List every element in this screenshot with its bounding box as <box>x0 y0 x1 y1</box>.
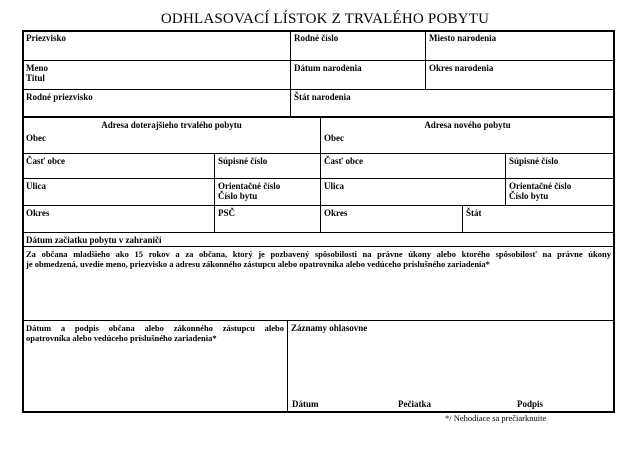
new-orientation-number-field <box>505 178 615 206</box>
academic-title-label: Titul <box>26 73 45 83</box>
form-title: ODHLASOVACÍ LÍSTOK Z TRVALÉHO POBYTU <box>160 11 490 27</box>
new-state-label: Štát <box>466 208 482 218</box>
previous-district-field <box>22 205 215 233</box>
office-stamp-label: Pečiatka <box>398 399 431 409</box>
previous-district-label: Okres <box>26 208 50 218</box>
birth-state-label: Štát narodenia <box>294 92 351 102</box>
previous-street-field <box>22 178 215 206</box>
previous-registry-number-label: Súpisné číslo <box>218 156 268 166</box>
birth-surname-label: Rodné priezvisko <box>26 92 93 102</box>
new-address-heading: Adresa nového pobytu <box>424 120 511 130</box>
new-municipality-label: Obec <box>324 133 344 143</box>
new-orientation-number-label: Orientačné číslo <box>509 181 572 191</box>
birth-number-label: Rodné číslo <box>294 33 339 43</box>
birth-state-field <box>290 89 615 118</box>
footnote: */ Nehodiace sa prečiarknuite <box>445 413 547 423</box>
new-district-label: Okres <box>324 208 348 218</box>
birth-place-label: Miesto narodenia <box>429 33 497 43</box>
previous-municipality-part-field <box>22 153 215 179</box>
birth-date-field <box>290 60 426 90</box>
new-municipality-part-field <box>320 153 506 179</box>
representative-note-line-1: Za občana mladšieho ako 15 rokov a za občana, ktorý je pozbavený spôsobilosti na právne úkony alebo ktorého spôsobilosť na právne úkony <box>26 249 611 259</box>
representative-field <box>22 246 615 321</box>
birth-district-label: Okres narodenia <box>429 63 494 73</box>
abroad-start-field <box>22 232 615 247</box>
new-district-field <box>320 205 463 233</box>
birth-district-field <box>425 60 615 90</box>
previous-address-heading: Adresa doterajšieho trvalého pobytu <box>101 120 242 130</box>
surname-label: Priezvisko <box>26 33 66 43</box>
previous-street-label: Ulica <box>26 181 46 191</box>
new-municipality-part-label: Časť obce <box>324 156 363 166</box>
birth-place-field <box>425 30 615 61</box>
name-field <box>22 60 291 90</box>
previous-postal-code-field <box>214 205 321 233</box>
new-address-municipality-field <box>320 117 615 154</box>
name-label: Meno <box>26 63 48 73</box>
new-flat-number-label: Číslo bytu <box>509 191 549 201</box>
new-street-label: Ulica <box>324 181 344 191</box>
office-signature-label: Podpis <box>517 399 544 409</box>
representative-note-line-2: je obmedzená, uvedie meno, priezvisko a adresu zákonného zástupcu alebo opatrovníka alebo vedúceho príslušného zariadenia* <box>26 259 490 269</box>
abroad-start-label: Dátum začiatku pobytu v zahraničí <box>26 235 162 245</box>
previous-postal-code-label: PSČ <box>218 208 236 218</box>
signature-field <box>22 320 288 413</box>
previous-orientation-number-field <box>214 178 321 206</box>
previous-address-municipality-field <box>22 117 321 154</box>
previous-flat-number-label: Číslo bytu <box>218 191 258 201</box>
new-street-field <box>320 178 506 206</box>
birth-date-label: Dátum narodenia <box>294 63 362 73</box>
office-records-field <box>287 320 615 413</box>
birth-surname-field <box>22 89 291 118</box>
previous-municipality-part-label: Časť obce <box>26 156 65 166</box>
birth-number-field <box>290 30 426 61</box>
signature-label-line-2: opatrovníka alebo vedúceho príslušného zariadenia* <box>26 333 217 343</box>
new-registry-number-field <box>505 153 615 179</box>
surname-field <box>22 30 291 61</box>
office-records-heading: Záznamy ohlasovne <box>291 323 368 333</box>
new-registry-number-label: Súpisné číslo <box>509 156 559 166</box>
previous-registry-number-field <box>214 153 321 179</box>
previous-municipality-label: Obec <box>26 133 46 143</box>
signature-label-line-1: Dátum a podpis občana alebo zákonného zástupcu alebo <box>26 323 284 333</box>
new-state-field <box>462 205 615 233</box>
previous-orientation-number-label: Orientačné číslo <box>218 181 281 191</box>
office-date-label: Dátum <box>292 399 319 409</box>
